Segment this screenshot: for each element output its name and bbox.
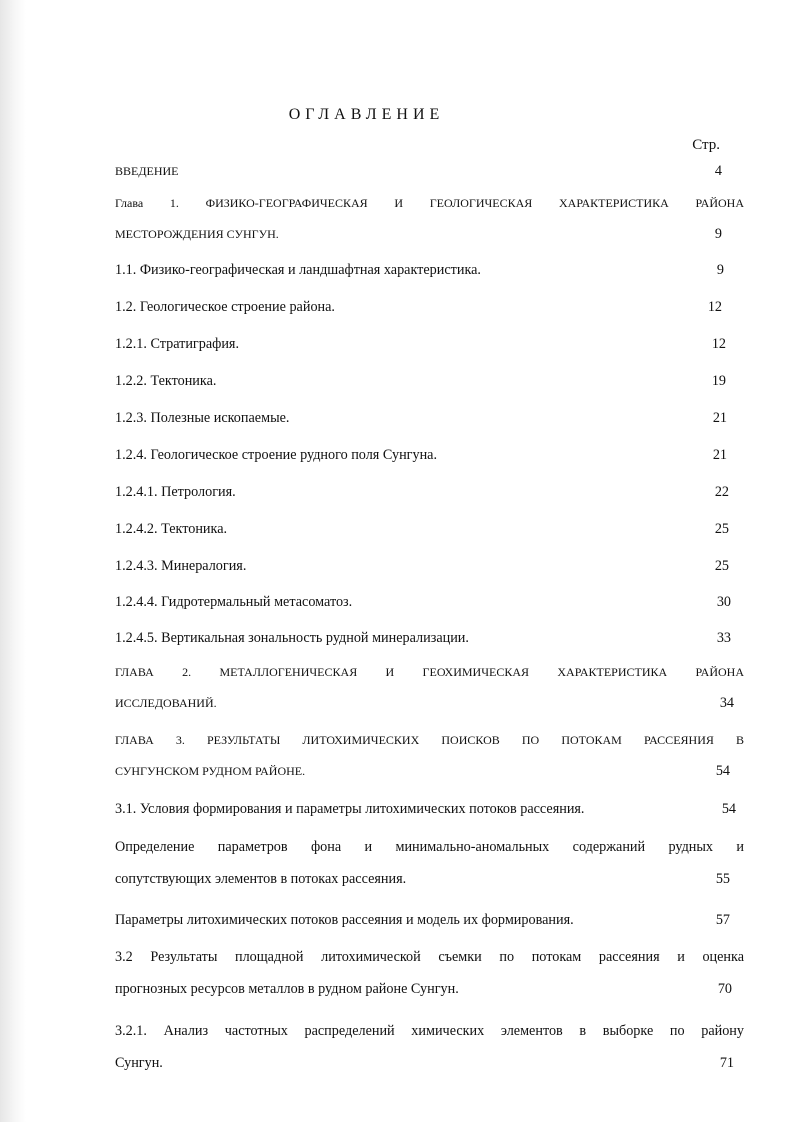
toc-entry-1-1[interactable] <box>115 262 744 279</box>
toc-entry-flow-params[interactable] <box>115 912 744 929</box>
toc-entry-title: 1.2.4.3. Минералогия. <box>115 558 247 574</box>
toc-entry-page: 25 <box>714 558 729 574</box>
toc-entry-title: 1.2.4. Геологическое строение рудного поля Сунгуна. <box>115 447 438 463</box>
toc-entry-page: 9 <box>716 262 724 278</box>
toc-entry-1-2-4[interactable] <box>115 447 744 464</box>
toc-entry-page: 21 <box>712 447 727 463</box>
toc-entry-title-cont: сопутствующих элементов в потоках рассеяния. <box>115 871 407 887</box>
toc-entry-title-cont: ИССЛЕДОВАНИЙ. <box>115 696 217 710</box>
toc-entry-chapter-2[interactable] <box>115 665 744 712</box>
toc-entry-title-cont: Сунгун. <box>115 1055 163 1071</box>
toc-entry-title: 1.2.4.2. Тектоника. <box>115 521 228 537</box>
toc-entry-1-2-4-5[interactable] <box>115 630 744 647</box>
toc-entry-page: 9 <box>714 226 722 242</box>
toc-entry-title: 1.2.1. Стратиграфия. <box>115 336 240 352</box>
toc-entry-1-2-4-4[interactable] <box>115 594 744 611</box>
toc-entry-page: 21 <box>712 410 727 426</box>
toc-entry-page: 57 <box>715 912 730 928</box>
toc-entry-page: 55 <box>715 871 730 887</box>
toc-entry-title: 1.1. Физико-географическая и ландшафтная характеристика. <box>115 262 481 278</box>
toc-entry-chapter-3[interactable] <box>115 733 744 780</box>
toc-entry-page: 4 <box>714 163 722 179</box>
toc-entry-introduction[interactable] <box>115 163 744 180</box>
toc-entry-title: 1.2.4.5. Вертикальная зональность рудной минерализации. <box>115 630 469 646</box>
toc-entry-chapter-1[interactable] <box>115 196 744 243</box>
toc-entry-1-2-4-2[interactable] <box>115 521 744 538</box>
toc-entry-1-2-2[interactable] <box>115 373 744 390</box>
toc-entry-title: Определение параметров фона и минимально-аномальных содержаний рудных и <box>115 839 744 855</box>
toc-entry-title: 1.2.3. Полезные ископаемые. <box>115 410 290 426</box>
toc-entry-title: 1.2.4.1. Петрология. <box>115 484 236 500</box>
toc-entry-3-2[interactable] <box>115 949 744 998</box>
toc-entry-title: ВВЕДЕНИЕ <box>115 164 179 178</box>
toc-entry-page: 71 <box>719 1055 734 1071</box>
toc-entry-title-cont: СУНГУНСКОМ РУДНОМ РАЙОНЕ. <box>115 764 306 778</box>
toc-entry-title: ГЛАВА 2. МЕТАЛЛОГЕНИЧЕСКАЯ И ГЕОХИМИЧЕСКАЯ ХАРАКТЕРИСТИКА РАЙОНА <box>115 665 744 679</box>
toc-entry-title: 3.2.1. Анализ частотных распределений химических элементов в выборке по району <box>115 1023 744 1039</box>
toc-entry-1-2-3[interactable] <box>115 410 744 427</box>
toc-entry-page: 34 <box>719 695 734 711</box>
toc-entry-page: 25 <box>714 521 729 537</box>
toc-entry-page: 54 <box>715 763 730 779</box>
page-column-header: Стр. <box>692 137 720 153</box>
toc-entry-page: 70 <box>717 981 732 997</box>
toc-entry-page: 33 <box>716 630 731 646</box>
toc-entry-page: 12 <box>711 336 726 352</box>
toc-entry-page: 22 <box>714 484 729 500</box>
toc-entry-1-2-4-1[interactable] <box>115 484 744 501</box>
toc-entry-title: Глава 1. ФИЗИКО-ГЕОГРАФИЧЕСКАЯ И ГЕОЛОГИЧЕСКАЯ ХАРАКТЕРИСТИКА РАЙОНА <box>115 196 744 210</box>
toc-entry-background-params[interactable] <box>115 839 744 888</box>
toc-entry-title: 1.2. Геологическое строение района. <box>115 299 335 315</box>
toc-entry-page: 30 <box>716 594 731 610</box>
toc-entry-title-cont: прогнозных ресурсов металлов в рудном районе Сунгун. <box>115 981 459 997</box>
toc-entry-title: ГЛАВА 3. РЕЗУЛЬТАТЫ ЛИТОХИМИЧЕСКИХ ПОИСКОВ ПО ПОТОКАМ РАССЕЯНИЯ В <box>115 733 744 747</box>
toc-entry-page: 12 <box>707 299 722 315</box>
toc-entry-title: 3.2 Результаты площадной литохимической съемки по потокам рассеяния и оценка <box>115 949 744 965</box>
page-title: ОГЛАВЛЕНИЕ <box>288 106 445 123</box>
toc-entry-title: 1.2.2. Тектоника. <box>115 373 217 389</box>
scan-page-edge <box>0 0 26 1122</box>
toc-entry-3-2-1[interactable] <box>115 1023 744 1072</box>
toc-entry-1-2-4-3[interactable] <box>115 558 744 575</box>
toc-entry-title: 3.1. Условия формирования и параметры литохимических потоков рассеяния. <box>115 801 585 817</box>
toc-entry-3-1[interactable] <box>115 801 744 818</box>
toc-entry-1-2[interactable] <box>115 299 744 316</box>
toc-entry-page: 54 <box>721 801 736 817</box>
toc-entry-1-2-1[interactable] <box>115 336 744 353</box>
toc-entry-title: 1.2.4.4. Гидротермальный метасоматоз. <box>115 594 353 610</box>
toc-entry-page: 19 <box>711 373 726 389</box>
toc-entry-title-cont: МЕСТОРОЖДЕНИЯ СУНГУН. <box>115 227 279 241</box>
toc-entry-title: Параметры литохимических потоков рассеяния и модель их формирования. <box>115 912 574 928</box>
